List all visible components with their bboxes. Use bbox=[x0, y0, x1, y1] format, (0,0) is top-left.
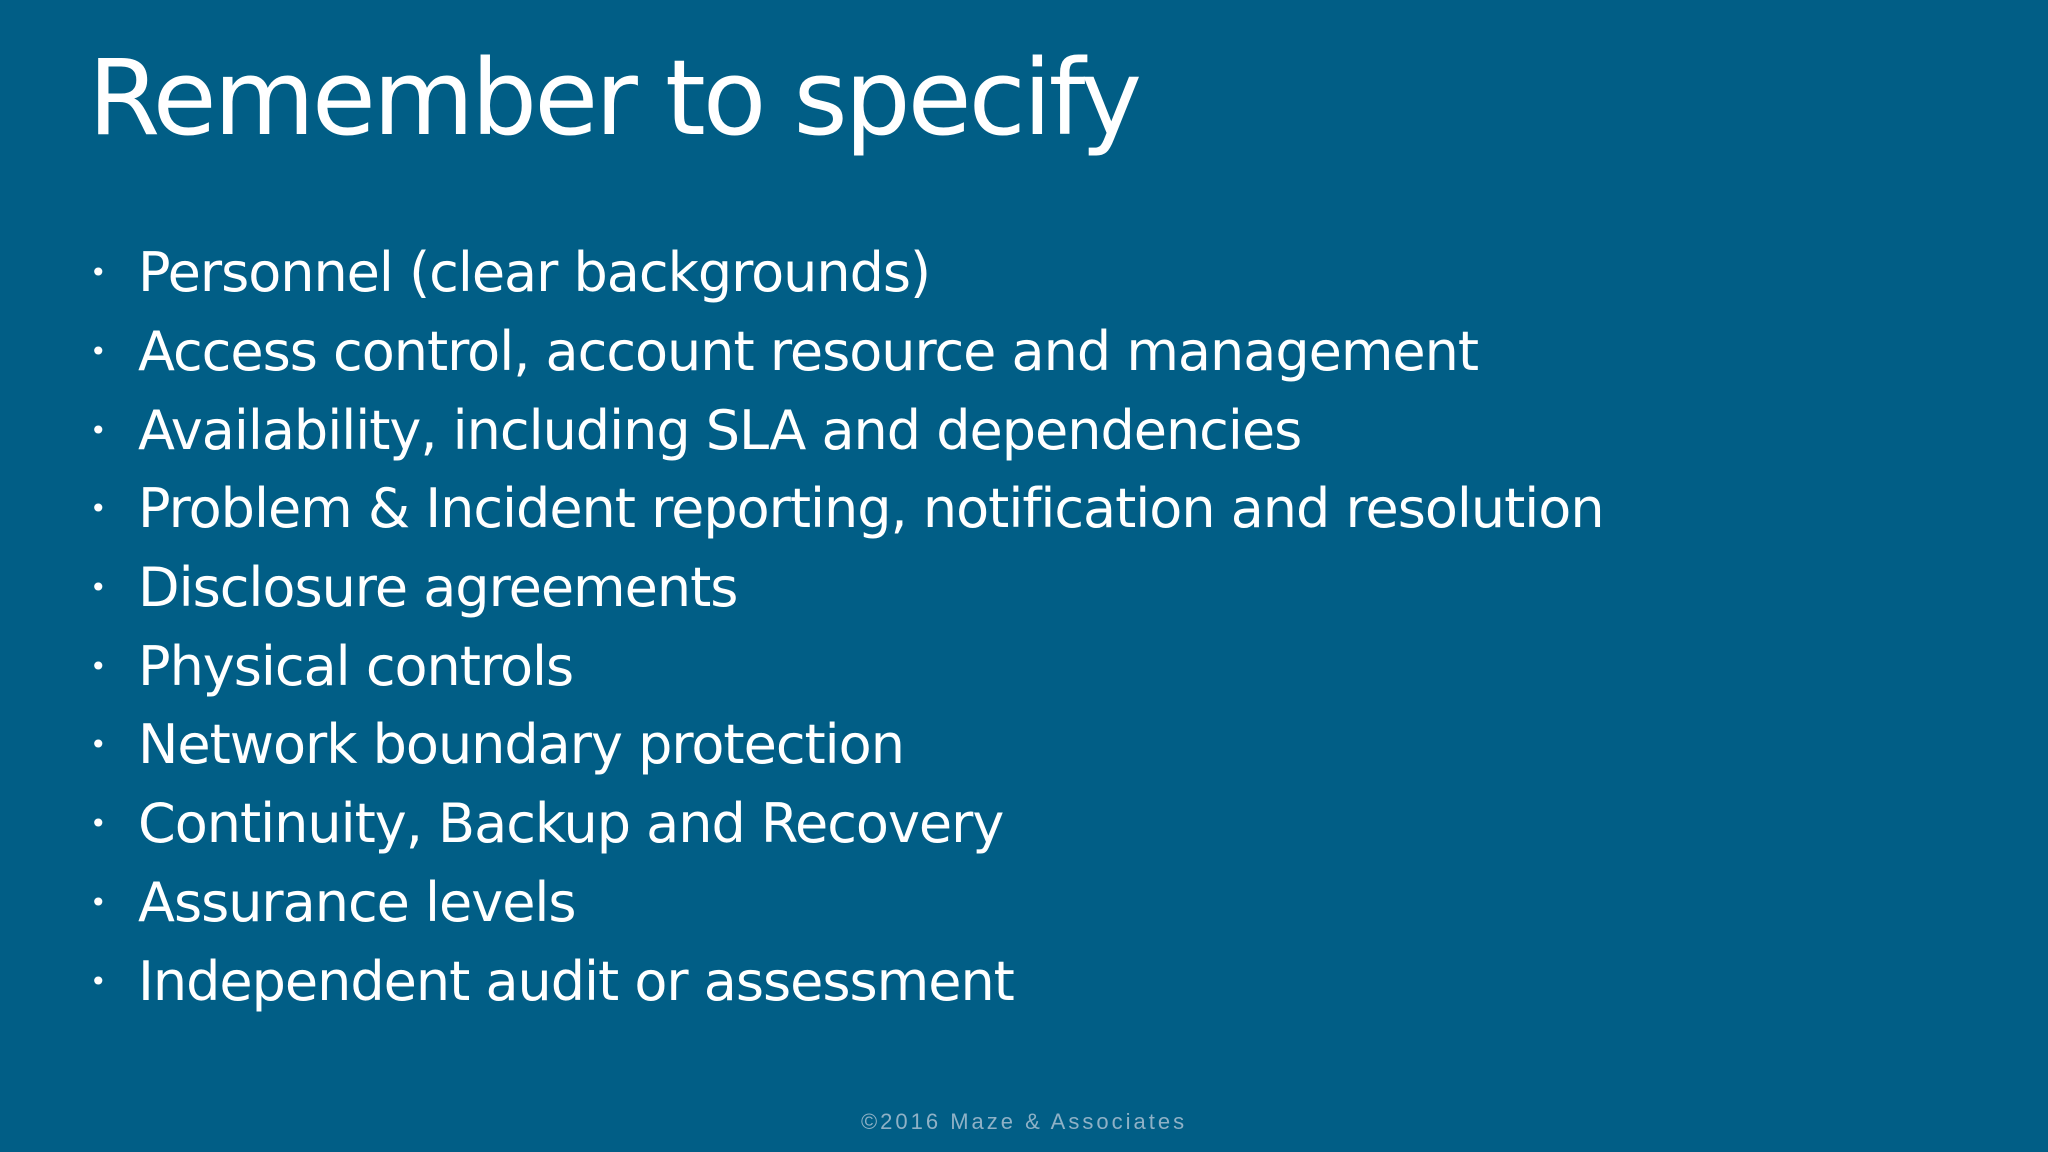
list-item bbox=[88, 313, 1604, 392]
bullet-text: Physical controls bbox=[138, 634, 574, 698]
bullet-text: Disclosure agreements bbox=[138, 556, 738, 620]
bullet-text: Network boundary protection bbox=[138, 713, 904, 777]
slide-title: Remember to specify bbox=[88, 37, 1140, 159]
bullet-text: Continuity, Backup and Recovery bbox=[138, 792, 1004, 856]
bullet-text: Personnel (clear backgrounds) bbox=[138, 241, 931, 305]
bullet-text: Access control, account resource and management bbox=[138, 320, 1479, 384]
list-item bbox=[88, 549, 1604, 628]
list-item bbox=[88, 942, 1604, 1021]
bullet-icon: • bbox=[90, 964, 107, 998]
bullet-text: Problem & Incident reporting, notification and resolution bbox=[138, 477, 1604, 541]
bullet-list bbox=[88, 234, 1604, 1021]
bullet-icon: • bbox=[90, 492, 107, 526]
bullet-text: Assurance levels bbox=[138, 870, 576, 934]
list-item bbox=[88, 785, 1604, 864]
bullet-icon: • bbox=[90, 807, 107, 841]
bullet-icon: • bbox=[90, 649, 107, 683]
bullet-icon: • bbox=[90, 885, 107, 919]
list-item bbox=[88, 391, 1604, 470]
bullet-text: Availability, including SLA and dependencies bbox=[138, 398, 1302, 462]
list-item bbox=[88, 706, 1604, 785]
bullet-icon: • bbox=[90, 571, 107, 605]
bullet-text: Independent audit or assessment bbox=[138, 949, 1014, 1013]
bullet-icon: • bbox=[90, 728, 107, 762]
list-item bbox=[88, 627, 1604, 706]
list-item bbox=[88, 234, 1604, 313]
bullet-icon: • bbox=[90, 335, 107, 369]
list-item bbox=[88, 470, 1604, 549]
copyright-footer: ©2016 Maze & Associates bbox=[860, 1109, 1188, 1134]
bullet-icon: • bbox=[90, 256, 107, 290]
bullet-icon: • bbox=[90, 413, 107, 447]
list-item bbox=[88, 864, 1604, 943]
